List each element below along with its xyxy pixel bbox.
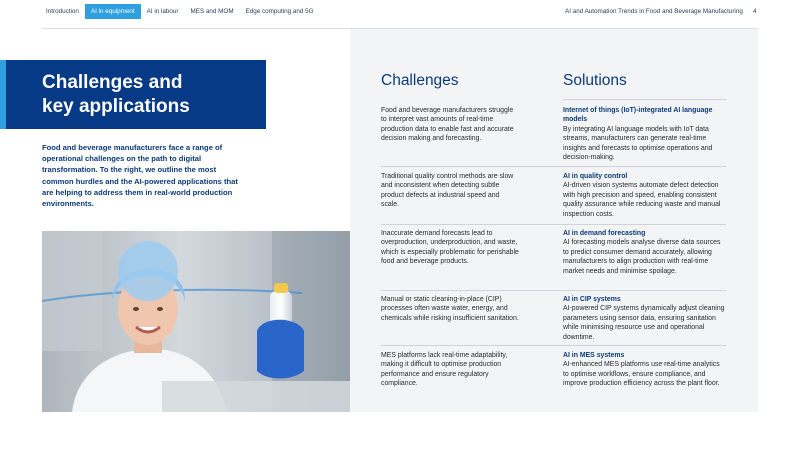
- page-number: 4: [753, 8, 757, 15]
- solution-cell: [563, 295, 726, 342]
- solution-title: AI in MES systems: [563, 352, 625, 359]
- row-divider: [381, 166, 726, 167]
- solution-cell: [563, 172, 726, 219]
- challenge-text: Inaccurate demand forecasts lead to overproduction, underproduction, and waste, which is especially problematic for perishable food and beverage products.: [381, 230, 519, 266]
- row-divider: [563, 99, 726, 100]
- solution-title: AI in demand forecasting: [563, 230, 646, 237]
- solution-title: Internet of things (IoT)-integrated AI language models: [563, 107, 713, 124]
- challenge-text: Food and beverage manufacturers struggle to interpret vast amounts of real-time production data to enable fast and accurate decision making and forecasting.: [381, 107, 514, 143]
- row-divider: [381, 345, 726, 346]
- challenge-text: Manual or static cleaning-in-place (CIP) processes often waste water, energy, and chemicals while risking insufficient sanitation.: [381, 296, 519, 322]
- solution-cell: [563, 229, 726, 276]
- tab-introduction[interactable]: Introduction: [46, 8, 79, 15]
- solution-body: AI forecasting models analyse diverse data sources to predict consumer demand accurately, allowing manufacturers to align production with real-time market needs and minimise spoilage.: [563, 239, 721, 275]
- solution-body: AI-powered CIP systems dynamically adjust cleaning parameters using sensor data, ensuring sanitation while minimising resource use and operational downtime.: [563, 305, 725, 341]
- tab-edge-computing-5g[interactable]: Edge computing and 5G: [245, 8, 314, 15]
- worker-photo-illustration: [42, 231, 350, 412]
- solutions-heading: Solutions: [563, 72, 627, 89]
- page-title-line-2: key applications: [42, 96, 190, 117]
- tab-ai-in-labour[interactable]: AI in labour: [146, 8, 179, 15]
- document-title: AI and Automation Trends in Food and Beverage Manufacturing: [565, 8, 743, 15]
- challenge-text: Traditional quality control methods are slow and inconsistent when detecting subtle product defects at industrial speed and scale.: [381, 173, 514, 209]
- tab-mes-and-mom[interactable]: MES and MOM: [190, 8, 234, 15]
- solution-title: AI in CIP systems: [563, 296, 621, 303]
- solution-body: By integrating AI language models with IoT data streams, manufacturers can generate real-time insights and forecasts to optimise operations and decision-making.: [563, 125, 713, 162]
- row-divider: [381, 290, 726, 291]
- solution-cell: [563, 351, 726, 389]
- top-navigation: [0, 0, 800, 26]
- worker-photo: [42, 231, 350, 412]
- page-title: [42, 71, 190, 119]
- challenge-text: MES platforms lack real-time adaptability, making it difficult to optimise production performance and ensure regulatory compliance.: [381, 352, 508, 388]
- solution-body: AI-enhanced MES platforms use real-time analytics to optimise workflows, ensure compliance, and improve production efficiency across the plant floor.: [563, 361, 720, 388]
- row-divider: [381, 224, 726, 225]
- tab-ai-in-equipment[interactable]: AI in equipment: [85, 4, 141, 19]
- intro-paragraph: Food and beverage manufacturers face a range of operational challenges on the path to digital transformation. To the right, we outline the most common hurdles and the AI-powered applications that are helping to address them in real-world production environments.: [42, 143, 238, 209]
- page-title-line-1: Challenges and: [42, 72, 183, 93]
- solution-body: AI-driven vision systems automate defect detection with high precision and speed, enabling consistent quality assurance while reducing waste and manual inspection costs.: [563, 182, 721, 218]
- section-tabs: [40, 4, 320, 19]
- title-block: [6, 60, 266, 129]
- solution-title: AI in quality control: [563, 173, 628, 180]
- challenges-heading: Challenges: [381, 72, 459, 89]
- solution-cell: [563, 106, 726, 162]
